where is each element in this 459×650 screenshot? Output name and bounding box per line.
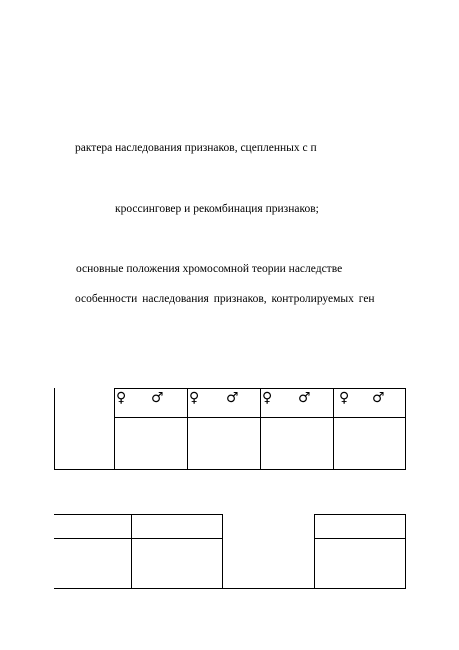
male-symbol: ♂ [298, 390, 311, 406]
table-2-divider [222, 514, 223, 589]
text-line-4: особенности наследования признаков, контролируемых ген [75, 293, 375, 305]
table-1-divider [333, 388, 334, 470]
male-symbol: ♂ [372, 390, 385, 406]
table-2-right-border [405, 514, 406, 589]
text-line-3: основные положения хромосомной теории наследстве [76, 263, 343, 275]
table-1-bottom-border [54, 469, 406, 470]
male-symbol: ♂ [226, 390, 239, 406]
male-symbol: ♂ [151, 390, 164, 406]
text-line-1: рактера наследования признаков, сцепленных с п [75, 142, 317, 154]
female-symbol: ♀ [189, 390, 200, 406]
female-symbol: ♀ [116, 390, 127, 406]
female-symbol: ♀ [339, 390, 350, 406]
table-2-row-separator [314, 538, 406, 539]
table-1-divider [114, 388, 115, 470]
table-1-left-border [54, 388, 55, 470]
table-2-row-separator [54, 538, 222, 539]
text-line-2: кроссинговер и рекомбинация признаков; [115, 203, 319, 215]
table-1-right-border [405, 388, 406, 470]
female-symbol: ♀ [262, 390, 273, 406]
table-1-divider [187, 388, 188, 470]
table-2-divider [131, 514, 132, 589]
table-1-divider [260, 388, 261, 470]
table-2-divider [314, 514, 315, 589]
table-2-bottom-border [54, 588, 406, 589]
table-2-top-border [54, 514, 222, 515]
table-2-top-border [314, 514, 406, 515]
